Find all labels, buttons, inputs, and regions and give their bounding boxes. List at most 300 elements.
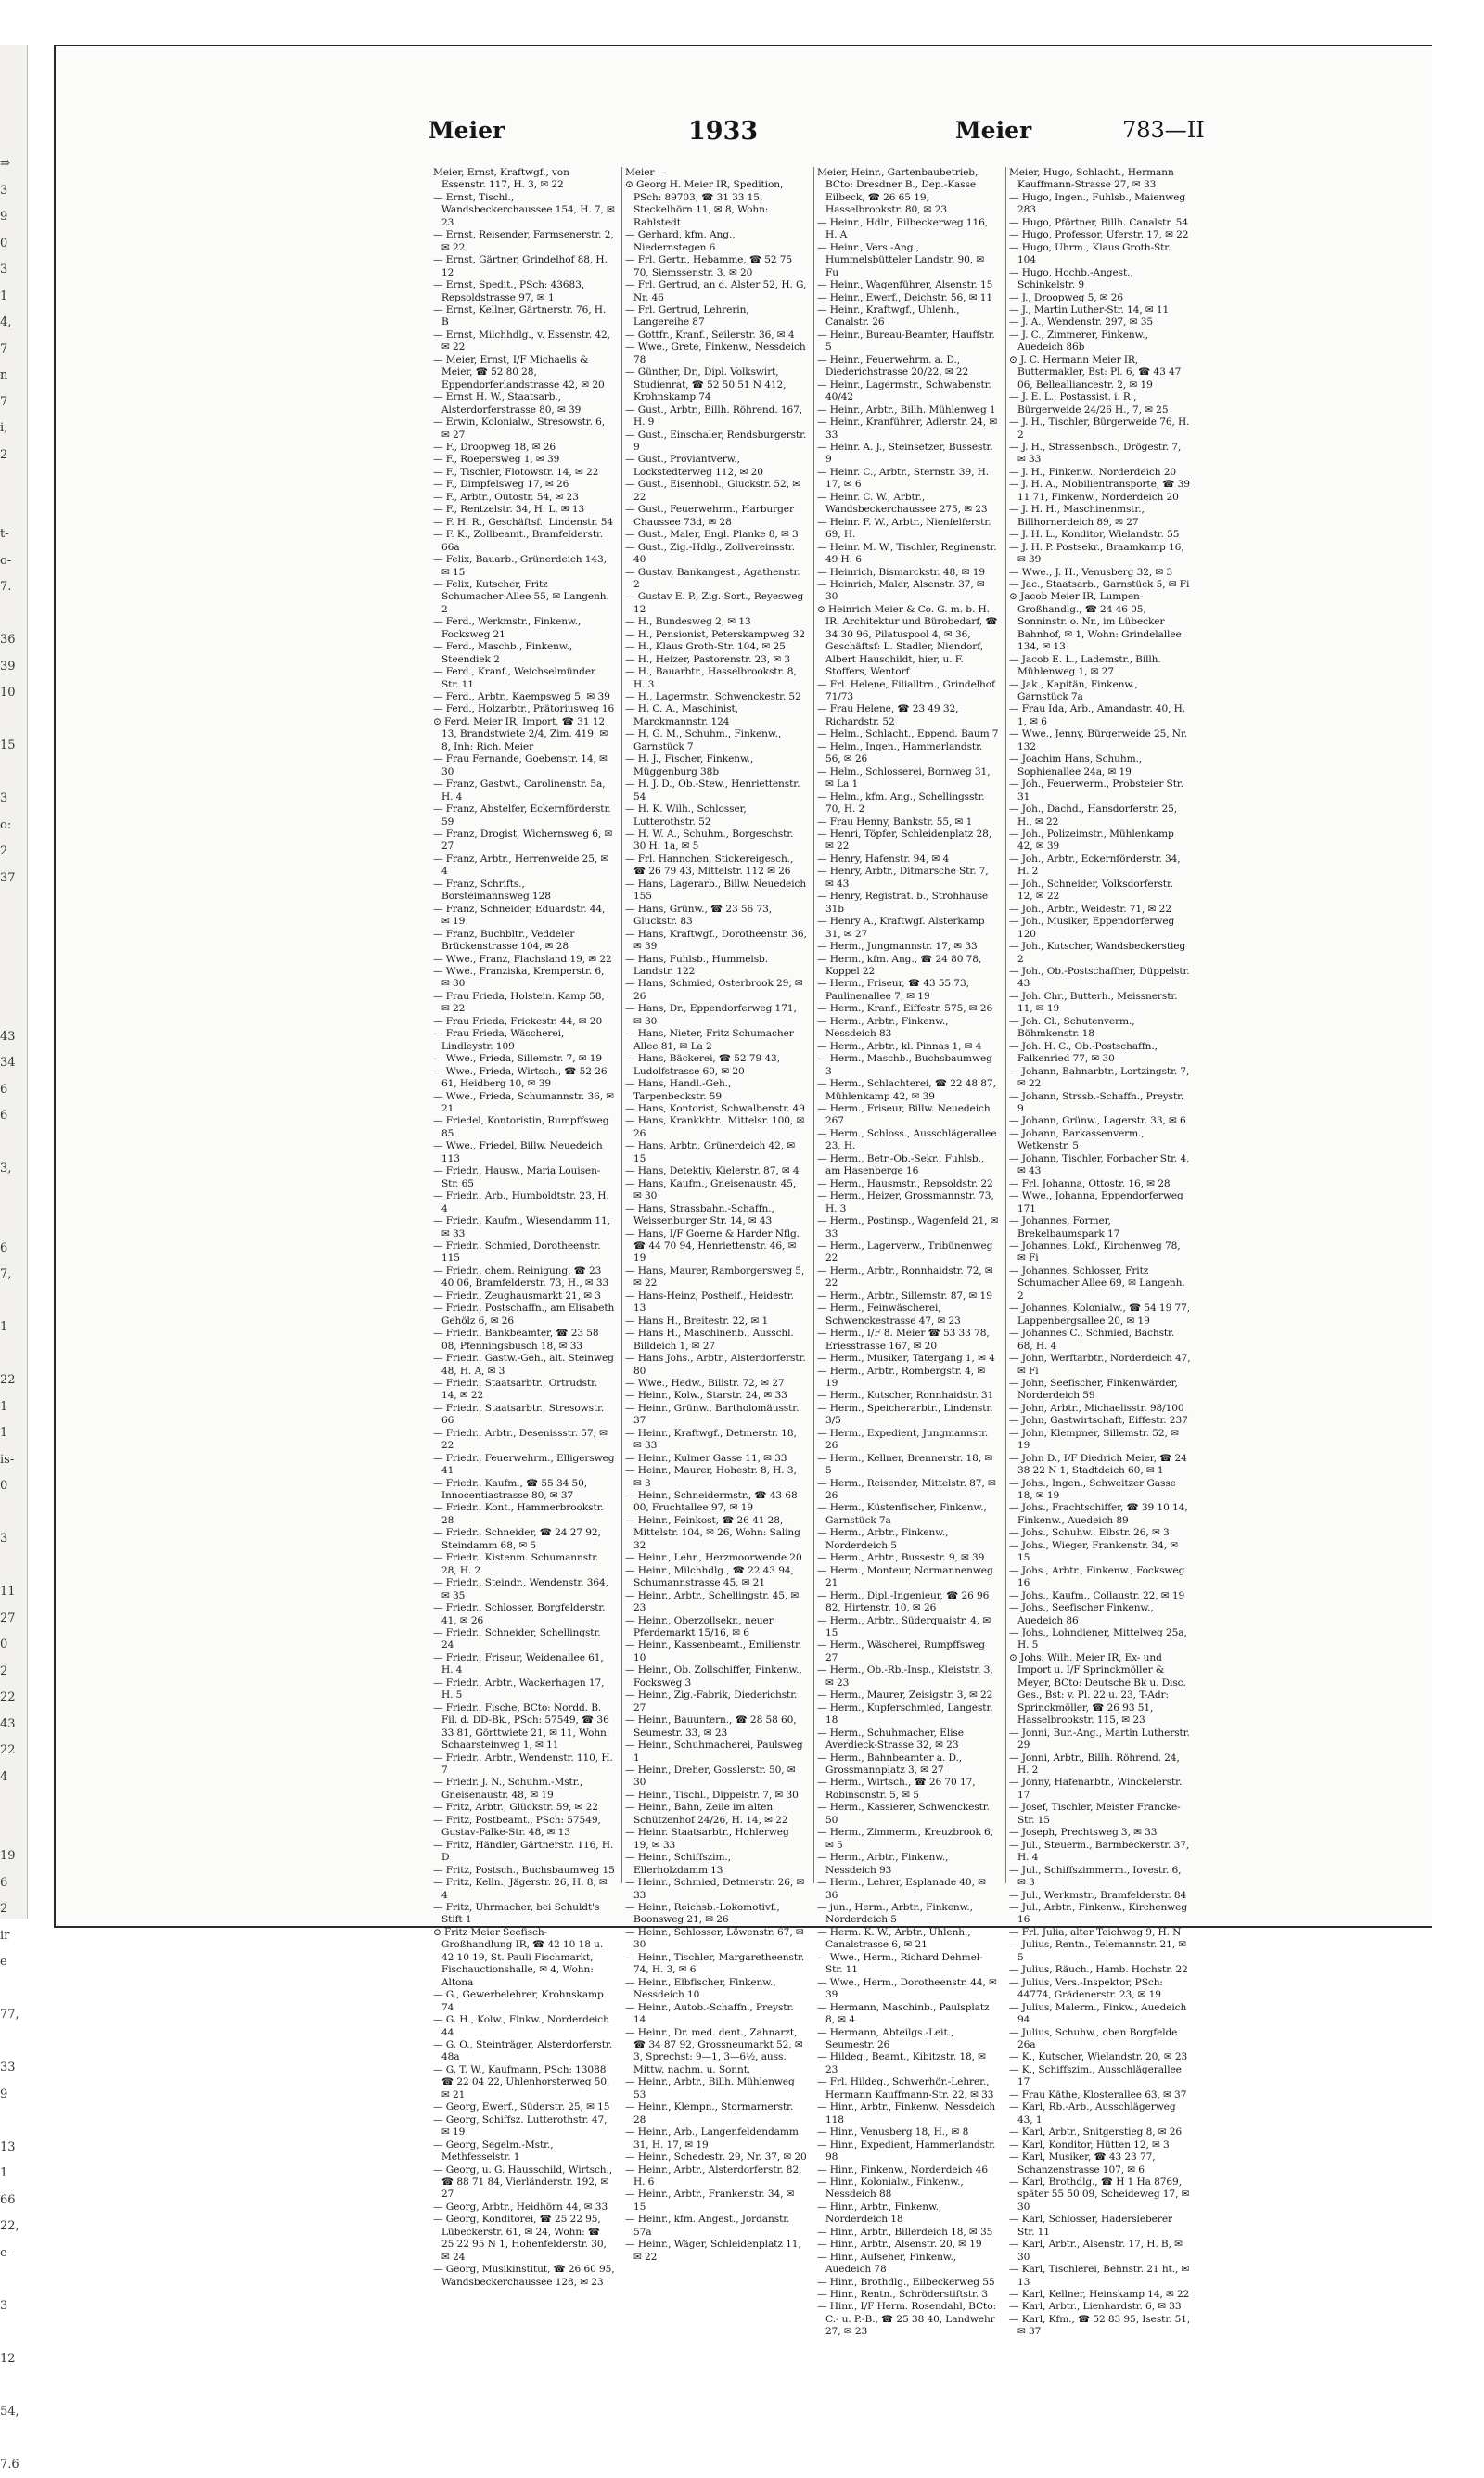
previous-page-fragment: 22 [0, 1367, 27, 1394]
previous-page-fragment: n [0, 363, 27, 390]
directory-entry: — Karl, Brothdlg., ☎ H 1 Ha 8769, später 55 50 09, Scheideweg 17, ✉ 30 [1009, 2176, 1191, 2214]
previous-page-fragment: 6 [0, 1870, 27, 1897]
directory-entry: — Joseph, Prechtsweg 3, ✉ 33 [1009, 1827, 1191, 1839]
directory-entry: — Friedr., Arbtr., Wackerhagen 17, H. 5 [433, 1677, 615, 1702]
directory-entry: — Friedr., Bankbeamter, ☎ 23 58 08, Pfenningsbusch 18, ✉ 33 [433, 1328, 615, 1353]
directory-entry: — K., Kutscher, Wielandstr. 20, ✉ 23 [1009, 2051, 1191, 2063]
directory-entry: — Herm., Schloss., Ausschlägerallee 23, H. [817, 1128, 999, 1153]
directory-entry: — Ferd., Arbtr., Kaempsweg 5, ✉ 39 [433, 691, 615, 703]
directory-entry: — Heinr., Bureau-Beamter, Hauffstr. 5 [817, 329, 999, 354]
directory-entry: — Friedr., Steindr., Wendenstr. 364, ✉ 35 [433, 1577, 615, 1602]
previous-page-fragment: 4 [0, 1765, 27, 1791]
page-top-edge [56, 45, 1432, 46]
directory-entry: — Johs., Arbtr., Finkenw., Focksweg 16 [1009, 1565, 1191, 1590]
directory-entry: — Heinr., Milchhdlg., ☎ 22 43 94, Schumannstrasse 45, ✉ 21 [625, 1565, 807, 1590]
directory-entry: — Friedr., Zeughausmarkt 21, ✉ 3 [433, 1290, 615, 1303]
directory-entry: — Heinrich, Maler, Alsenstr. 37, ✉ 30 [817, 579, 999, 604]
previous-page-fragment: 4, [0, 310, 27, 337]
header-right-name: Meier [955, 117, 1031, 144]
directory-entry: — H., Bauarbtr., Hasselbrookstr. 8, H. 3 [625, 666, 807, 691]
directory-entry: — Hans, I/F Goerne & Harder Nflg. ☎ 44 70 94, Henriettenstr. 46, ✉ 19 [625, 1228, 807, 1265]
previous-page-fragment [0, 2108, 27, 2135]
directory-entry: — Hinr., Arbtr., Alsenstr. 20, ✉ 19 [817, 2239, 999, 2251]
directory-entry: — Hugo, Professor, Uferstr. 17, ✉ 22 [1009, 229, 1191, 241]
directory-entry: — Johannes, Lokf., Kirchenweg 78, ✉ Fi [1009, 1240, 1191, 1265]
directory-entry: — Georg, Ewerf., Süderstr. 25, ✉ 15 [433, 2101, 615, 2113]
directory-entry: — Heinr., Feuerwehrm. a. D., Diederichstrasse 20/22, ✉ 22 [817, 354, 999, 379]
directory-entry: — Heinr., Elbfischer, Finkenw., Nessdeich 10 [625, 1977, 807, 2002]
directory-entry: — Joh., Feuerwerm., Probsteier Str. 31 [1009, 778, 1191, 803]
directory-entry: — Herm., Wäscherei, Rumpffsweg 27 [817, 1639, 999, 1664]
previous-page-fragment: 27 [0, 1606, 27, 1633]
directory-entry: — Herm., Friseur, ☎ 43 55 73, Paulinenallee 7, ✉ 19 [817, 978, 999, 1003]
directory-entry: — Herm., Arbtr., Finkenw., Nessdeich 83 [817, 1016, 999, 1041]
directory-entry: — Gustav, Bankangest., Agathenstr. 2 [625, 567, 807, 592]
directory-entry: — Friedr., Staatsarbtr., Ortrudstr. 14, ✉ 22 [433, 1378, 615, 1403]
directory-entry: — Herm., Speicherarbtr., Lindenstr. 3/5 [817, 1403, 999, 1428]
directory-entry: — Julius, Schuhw., oben Borgfelde 26a [1009, 2027, 1191, 2052]
directory-entry: — J. H., Strassenbsch., Drögestr. 7, ✉ 33 [1009, 442, 1191, 467]
directory-entry: — Joh., Polizeimstr., Mühlenkamp 42, ✉ 39 [1009, 828, 1191, 854]
previous-page-fragment: 37 [0, 866, 27, 892]
directory-entry: — H. J., Fischer, Finkenw., Müggenburg 38b [625, 753, 807, 778]
directory-entry: — Herm., Hausmstr., Repsoldstr. 22 [817, 1178, 999, 1190]
directory-entry: — K., Schiffszim., Ausschlägerallee 17 [1009, 2064, 1191, 2089]
previous-page-fragment: 54, [0, 2399, 27, 2426]
directory-entry: — Johann, Bahnarbtr., Lortzingstr. 7, ✉ 22 [1009, 1066, 1191, 1091]
directory-entry: — Joh. H. C., Ob.-Postschaffn., Falkenried 77, ✉ 30 [1009, 1041, 1191, 1066]
directory-entry: — Fritz, Händler, Gärtnerstr. 116, H. D [433, 1840, 615, 1865]
directory-entry: — Fritz, Arbtr., Glückstr. 59, ✉ 22 [433, 1802, 615, 1814]
directory-entry: — Herm., Arbtr., kl. Pinnas 1, ✉ 4 [817, 1041, 999, 1053]
previous-page-fragment: 19 [0, 1843, 27, 1870]
previous-page-fragment: 22 [0, 1738, 27, 1765]
directory-entry: — Heinr., Feinkost, ☎ 26 41 28, Mittelstr. 104, ✉ 26, Wohn: Saling 32 [625, 1515, 807, 1552]
directory-entry: — Karl, Konditor, Hütten 12, ✉ 3 [1009, 2139, 1191, 2151]
directory-entry: — Frau Ida, Arb., Amandastr. 40, H. 1, ✉ 6 [1009, 703, 1191, 728]
previous-page-fragment [0, 601, 27, 628]
previous-page-fragment [0, 1817, 27, 1844]
previous-page-fragment: 1 [0, 1394, 27, 1421]
directory-entry: — Herm., I/F 8. Meier ☎ 53 33 78, Eriesstrasse 167, ✉ 20 [817, 1328, 999, 1353]
directory-entry: — Franz, Arbtr., Herrenweide 25, ✉ 4 [433, 854, 615, 879]
directory-entry: — Heinr., Ewerf., Deichstr. 56, ✉ 11 [817, 292, 999, 304]
directory-entry: — Hinr., Finkenw., Norderdeich 46 [817, 2164, 999, 2176]
directory-entry: — Georg, Musikinstitut, ☎ 26 60 95, Wandsbeckerchaussee 128, ✉ 23 [433, 2264, 615, 2289]
directory-entry: — Johannes C., Schmied, Bachstr. 68, H. 4 [1009, 1328, 1191, 1353]
previous-page-fragment [0, 495, 27, 522]
directory-entry: — Hans, Lagerarb., Billw. Neuedeich 155 [625, 879, 807, 904]
previous-page-fragment: t- [0, 521, 27, 548]
directory-entry: — Ferd., Holzarbtr., Prätoriusweg 16 [433, 703, 615, 715]
directory-entry: — Heinr., Arbtr., Alsterdorferstr. 82, H. 6 [625, 2164, 807, 2189]
directory-entry: — Frau Frieda, Frickestr. 44, ✉ 20 [433, 1016, 615, 1028]
directory-entry: Meier, Heinr., Gartenbaubetrieb, BCto: Dresdner B., Dep.-Kasse Eilbeck, ☎ 26 65 19, Hasselbrookstr. 80, ✉ 23 [817, 167, 999, 217]
previous-page-fragment [0, 918, 27, 945]
directory-entry: — H., Heizer, Pastorenstr. 23, ✉ 3 [625, 654, 807, 666]
directory-entry: — Heinr. M. W., Tischler, Reginenstr. 49 H. 6 [817, 542, 999, 567]
directory-entry: — H. W. A., Schuhm., Borgeschstr. 30 H. 1a, ✉ 5 [625, 828, 807, 854]
previous-page-fragment: 9 [0, 2082, 27, 2109]
previous-page-fragment: 11 [0, 1579, 27, 1606]
directory-entry: — Herm., Heizer, Grossmannstr. 73, H. 3 [817, 1190, 999, 1215]
directory-entry: — Heinr., Dr. med. dent., Zahnarzt, ☎ 34 87 92, Grossneumarkt 52, ✉ 3, Sprechst: 9—1, 3—6½, auss. Mittw. nachm. u. Sonnt. [625, 2027, 807, 2077]
directory-entry: — Heinr., Wagenführer, Alsenstr. 15 [817, 279, 999, 291]
directory-entry: — Hans, Fuhlsb., Hummelsb. Landstr. 122 [625, 954, 807, 979]
directory-entry: — Gust., Arbtr., Billh. Röhrend. 167, H. 9 [625, 404, 807, 430]
directory-entry: — Ferd., Werkmstr., Finkenw., Focksweg 21 [433, 616, 615, 641]
directory-entry: — Frau Käthe, Klosterallee 63, ✉ 37 [1009, 2089, 1191, 2101]
previous-page-fragment: 7, [0, 1262, 27, 1289]
directory-entry: — Heinr., Schneidermstr., ☎ 43 68 00, Fruchtallee 97, ✉ 19 [625, 1490, 807, 1515]
directory-entry: — Wwe., Hedw., Billstr. 72, ✉ 27 [625, 1378, 807, 1390]
directory-entry: — Johs., Ingen., Schweitzer Gasse 18, ✉ 19 [1009, 1478, 1191, 1503]
directory-entry: — Josef, Tischler, Meister Francke-Str. 15 [1009, 1802, 1191, 1827]
previous-page-fragment: 22, [0, 2214, 27, 2240]
directory-entry: — H. G. M., Schuhm., Finkenw., Garnstück 7 [625, 728, 807, 753]
previous-page-fragment [0, 997, 27, 1024]
directory-entry: — Heinr., Arbtr., Billh. Mühlenweg 53 [625, 2076, 807, 2101]
directory-entry: — Frl. Gertrud, an d. Alster 52, H. G, Nr. 46 [625, 279, 807, 304]
directory-entry: — Hans, Kontorist, Schwalbenstr. 49 [625, 1103, 807, 1115]
directory-entry: — Friedel, Kontoristin, Rumpffsweg 85 [433, 1115, 615, 1140]
directory-entry: — Frl. Johanna, Ottostr. 16, ✉ 28 [1009, 1178, 1191, 1190]
previous-page-fragment [0, 1342, 27, 1368]
directory-entry: — Gottfr., Kranf., Seilerstr. 36, ✉ 4 [625, 329, 807, 341]
directory-entry: — H. C. A., Maschinist, Marckmannstr. 124 [625, 703, 807, 728]
directory-entry: — Karl, Kellner, Heinskamp 14, ✉ 22 [1009, 2289, 1191, 2301]
directory-entry: — Hinr., Aufseher, Finkenw., Auedeich 78 [817, 2252, 999, 2277]
directory-entry: — Heinr., Arbtr., Schellingstr. 45, ✉ 23 [625, 1590, 807, 1615]
directory-entry: — Ernst, Kellner, Gärtnerstr. 76, H. B [433, 304, 615, 329]
directory-entry: — Heinr., Zig.-Fabrik, Diederichstr. 27 [625, 1689, 807, 1714]
directory-entry: — Herm., Postinsp., Wagenfeld 21, ✉ 33 [817, 1215, 999, 1240]
previous-page-fragment: 3 [0, 178, 27, 205]
directory-entry: — J. H., Finkenw., Norderdeich 20 [1009, 467, 1191, 479]
directory-entry: — Heinr., Tischler, Margaretheenstr. 74, H. 3, ✉ 6 [625, 1952, 807, 1977]
directory-entry: Meier, Hugo, Schlacht., Hermann Kauffmann-Strasse 27, ✉ 33 [1009, 167, 1191, 192]
previous-page-fragment: 3 [0, 1526, 27, 1553]
directory-entry: — Karl, Arbtr., Lienhardstr. 6, ✉ 33 [1009, 2301, 1191, 2313]
directory-entry: — Heinr., Schuhmacherei, Paulsweg 1 [625, 1740, 807, 1765]
directory-entry: — Jacob E. L., Lademstr., Billh. Mühlenweg 1, ✉ 27 [1009, 654, 1191, 679]
directory-entry: — Heinr., Kolw., Starstr. 24, ✉ 33 [625, 1390, 807, 1402]
directory-entry: — Heinr., Grünw., Bartholomäusstr. 37 [625, 1403, 807, 1428]
directory-entry: — Johs., Schuhw., Elbstr. 26, ✉ 3 [1009, 1527, 1191, 1539]
directory-entry: — Hans, Grünw., ☎ 23 56 73, Gluckstr. 83 [625, 904, 807, 929]
directory-entry: — Hinr., Expedient, Hammerlandstr. 98 [817, 2139, 999, 2164]
directory-entry: — Hinr., Venusberg 18, H., ✉ 8 [817, 2126, 999, 2138]
directory-entry: — J. A., Wendenstr. 297, ✉ 35 [1009, 316, 1191, 328]
directory-entry: — Franz, Buchbltr., Veddeler Brückenstrasse 104, ✉ 28 [433, 929, 615, 954]
directory-entry: — H., Bundesweg 2, ✉ 13 [625, 616, 807, 628]
directory-entry: — Hinr., Rentn., Schröderstiftstr. 3 [817, 2289, 999, 2301]
previous-page-fragment [0, 1183, 27, 1210]
directory-entry: — Heinr., Lagermstr., Schwabenstr. 40/42 [817, 379, 999, 404]
directory-entry: — Günther, Dr., Dipl. Volkswirt, Studienrat, ☎ 52 50 51 N 412, Krohnskamp 74 [625, 366, 807, 404]
directory-entry: — Jak., Kapitän, Finkenw., Garnstück 7a [1009, 679, 1191, 704]
directory-entry: — Karl, Arbtr., Alsenstr. 17, H. B, ✉ 30 [1009, 2239, 1191, 2264]
directory-entry: ⊙ Ferd. Meier IR, Import, ☎ 31 12 13, Brandstwiete 2/4, Zim. 419, ✉ 8, Inh: Rich. Meier [433, 716, 615, 753]
directory-entry: — Friedr., Schneider, Schellingstr. 24 [433, 1627, 615, 1652]
previous-page-fragment [0, 707, 27, 734]
directory-entry: — Ernst, Tischl., Wandsbeckerchaussee 154, H. 7, ✉ 23 [433, 192, 615, 229]
directory-entry: — Ferd., Kranf., Weichselmünder Str. 11 [433, 666, 615, 691]
directory-entry: — Franz, Schrifts., Borsteimannsweg 128 [433, 879, 615, 904]
directory-entry: — Herm., Lagerverw., Tribünenweg 22 [817, 1240, 999, 1265]
directory-entry: — G. O., Steinträger, Alsterdorferstr. 48a [433, 2039, 615, 2064]
directory-entry: — F., Droopweg 18, ✉ 26 [433, 442, 615, 454]
directory-column-3 [817, 167, 999, 1883]
directory-entry: — Herm. K. W., Arbtr., Uhlenh., Canalstrasse 6, ✉ 21 [817, 1927, 999, 1952]
directory-entry: — Jul., Arbtr., Finkenw., Kirchenweg 16 [1009, 1902, 1191, 1927]
directory-entry: — Ernst, Gärtner, Grindelhof 88, H. 12 [433, 254, 615, 279]
directory-entry: — Friedr., Kistenm. Schumannstr. 28, H. 2 [433, 1552, 615, 1577]
directory-entry: — Heinr., Reichsb.-Lokomotivf., Boonsweg 21, ✉ 26 [625, 1902, 807, 1927]
directory-entry: — Frl. Helene, Filialltrn., Grindelhof 71/73 [817, 679, 999, 704]
directory-entry: — Heinr., Arbtr., Billh. Mühlenweg 1 [817, 404, 999, 417]
directory-entry: — Hans, Arbtr., Grünerdeich 42, ✉ 15 [625, 1140, 807, 1165]
directory-entry: — F., Roepersweg 1, ✉ 39 [433, 454, 615, 466]
directory-entry: — Frau Fernande, Goebenstr. 14, ✉ 30 [433, 753, 615, 778]
directory-entry: — Erwin, Kolonialw., Stresowstr. 6, ✉ 27 [433, 417, 615, 442]
directory-page [54, 45, 1432, 1928]
directory-entry: — Johann, Strssb.-Schaffn., Preystr. 9 [1009, 1091, 1191, 1116]
directory-entry: — Julius, Malerm., Finkw., Auedeich 94 [1009, 2002, 1191, 2027]
directory-entry: — Heinr., Kraftwgf., Uhlenh., Canalstr. 26 [817, 304, 999, 329]
directory-entry: — J., Martin Luther-Str. 14, ✉ 11 [1009, 304, 1191, 316]
directory-entry: — Hugo, Ingen., Fuhlsb., Maienweg 283 [1009, 192, 1191, 217]
directory-entry: — Heinr., Hdlr., Eilbeckerweg 116, H. A [817, 217, 999, 242]
directory-entry: — Karl, Arbtr., Snitgerstieg 8, ✉ 26 [1009, 2126, 1191, 2138]
directory-entry: — Heinr., Bauuntern., ☎ 28 58 60, Seumestr. 33, ✉ 23 [625, 1714, 807, 1740]
directory-entry: — Heinr., Wäger, Schleidenplatz 11, ✉ 22 [625, 2239, 807, 2264]
directory-entry: — Gust., Maler, Engl. Planke 8, ✉ 3 [625, 529, 807, 541]
directory-entry: Meier, Ernst, Kraftwgf., von Essenstr. 117, H. 3, ✉ 22 [433, 167, 615, 192]
directory-entry: — Heinr., Kulmer Gasse 11, ✉ 33 [625, 1453, 807, 1465]
directory-entry: — Friedr., Staatsarbtr., Stresowstr. 66 [433, 1403, 615, 1428]
previous-page-fragment: 7 [0, 337, 27, 364]
directory-entry: — Helm., Ingen., Hammerlandstr. 56, ✉ 26 [817, 741, 999, 766]
previous-page-fragment: 0 [0, 231, 27, 258]
directory-entry: — H., Lagermstr., Schwenckestr. 52 [625, 691, 807, 703]
directory-entry: — John D., I/F Diedrich Meier, ☎ 24 38 22 N 1, Stadtdeich 60, ✉ 1 [1009, 1453, 1191, 1478]
directory-entry: — Hinr., Arbtr., Finkenw., Nessdeich 118 [817, 2101, 999, 2126]
directory-entry: — Friedr., Kaufm., ☎ 55 34 50, Innocentiastrasse 80, ✉ 37 [433, 1478, 615, 1503]
column-divider [1005, 167, 1006, 1883]
previous-page-fragment [0, 760, 27, 787]
directory-entry: — Franz, Gastwt., Carolinenstr. 5a, H. 4 [433, 778, 615, 803]
directory-entry: — Hugo, Uhrm., Klaus Groth-Str. 104 [1009, 242, 1191, 267]
directory-entry: — Heinr., Oberzollsekr., neuer Pferdemarkt 15/16, ✉ 6 [625, 1615, 807, 1640]
directory-entry: — Johann, Grünw., Lagerstr. 33, ✉ 6 [1009, 1115, 1191, 1127]
previous-page-fragment: 1 [0, 1315, 27, 1342]
directory-entry: — Herm., Arbtr., Süderquaistr. 4, ✉ 15 [817, 1615, 999, 1640]
directory-entry: — Heinr., Kraftwgf., Detmerstr. 18, ✉ 33 [625, 1428, 807, 1453]
directory-entry: ⊙ Heinrich Meier & Co. G. m. b. H. IR, Architektur und Bürobedarf, ☎ 34 30 96, Pilatuspool 4, ✉ 36, Geschäftsf: L. Stadler, Niendorf, Albert Hauschildt, hier, u. F. Stoffers, Wentorf [817, 604, 999, 679]
directory-entry: — Henry A., Kraftwgf. Alsterkamp 31, ✉ 27 [817, 916, 999, 941]
previous-page-fragment: 7 [0, 390, 27, 417]
directory-entry: — Ernst, Spedit., PSch: 43683, Repsoldstrasse 97, ✉ 1 [433, 279, 615, 304]
previous-page-fragment: 6 [0, 1236, 27, 1263]
directory-entry: — Heinr. C., Arbtr., Sternstr. 39, H. 17, ✉ 6 [817, 467, 999, 492]
previous-page-fragment [0, 2372, 27, 2399]
directory-entry: — Heinr., Maurer, Hohestr. 8, H. 3, ✉ 3 [625, 1465, 807, 1490]
directory-entry: — Friedr., Kaufm., Wiesendamm 11, ✉ 33 [433, 1215, 615, 1240]
directory-entry: — Friedr., Schneider, ☎ 24 27 92, Steindamm 68, ✉ 5 [433, 1527, 615, 1552]
previous-page-fragment: 3 [0, 257, 27, 284]
directory-entry: — Heinr. F. W., Arbtr., Nienfelferstr. 69, H. [817, 517, 999, 542]
directory-entry: — Gust., Einschaler, Rendsburgerstr. 9 [625, 430, 807, 455]
directory-entry: — Joachim Hans, Schuhm., Sophienallee 24a, ✉ 19 [1009, 753, 1191, 778]
page-number: 783—II [1122, 117, 1205, 143]
previous-page-fragment: 12 [0, 2346, 27, 2373]
directory-entry: — Hugo, Hochb.-Angest., Schinkelstr. 9 [1009, 267, 1191, 292]
directory-entry: — Gust., Feuerwehrm., Harburger Chaussee 73d, ✉ 28 [625, 504, 807, 529]
directory-entry: — John, Gastwirtschaft, Eiffestr. 237 [1009, 1415, 1191, 1427]
previous-page-fragment: 34 [0, 1050, 27, 1077]
directory-entry: — Herm., Lehrer, Esplanade 40, ✉ 36 [817, 1877, 999, 1902]
directory-entry: — Herm., Arbtr., Sillemstr. 87, ✉ 19 [817, 1290, 999, 1303]
directory-entry: — Ernst, Reisender, Farmsenerstr. 2, ✉ 22 [433, 229, 615, 254]
directory-entry: — G. T. W., Kaufmann, PSch: 13088 ☎ 22 04 22, Uhlenhorsterweg 50, ✉ 21 [433, 2064, 615, 2101]
directory-entry: — Heinr., Schiffszim., Ellerholzdamm 13 [625, 1852, 807, 1877]
directory-entry: — Friedr., Fische, BCto: Nordd. B. Fil. d. DD-Bk., PSch: 57549, ☎ 36 33 81, Görttwiete 21, ✉ 11, Wohn: Schaarsteinweg 1, ✉ 11 [433, 1702, 615, 1753]
directory-entry: — Herm., Ob.-Rb.-Insp., Kleiststr. 3, ✉ 23 [817, 1664, 999, 1689]
directory-entry: — J. H. P. Postsekr., Braamkamp 16, ✉ 39 [1009, 542, 1191, 567]
directory-entry: — Helm., Schlosserei, Bornweg 31, ✉ La 1 [817, 766, 999, 791]
directory-entry: — Herm., Kupferschmied, Langestr. 18 [817, 1702, 999, 1727]
directory-entry: — Herm., Musiker, Tatergang 1, ✉ 4 [817, 1353, 999, 1365]
directory-entry: — Herm., Zimmerm., Kreuzbrook 6, ✉ 5 [817, 1827, 999, 1852]
previous-page-fragment [0, 1209, 27, 1236]
directory-entry: — Heinr., kfm. Angest., Jordanstr. 57a [625, 2214, 807, 2239]
directory-entry: — Hans, Nieter, Fritz Schumacher Allee 81, ✉ La 2 [625, 1028, 807, 1053]
directory-entry: — Herm., Arbtr., Bussestr. 9, ✉ 39 [817, 1552, 999, 1564]
directory-column-4 [1009, 167, 1191, 1883]
previous-page-fragment: 2 [0, 1659, 27, 1686]
directory-entry: — Heinr., Lehr., Herzmoorwende 20 [625, 1552, 807, 1564]
directory-entry: — Herm., Feinwäscherei, Schwenckestrasse 47, ✉ 23 [817, 1303, 999, 1328]
directory-entry: — Wwe., Frieda, Sillemstr. 7, ✉ 19 [433, 1053, 615, 1065]
directory-entry: — Heinr., Arb., Langenfeldendamm 31, H. 17, ✉ 19 [625, 2126, 807, 2151]
directory-entry: — Ernst, Milchhdlg., v. Essenstr. 42, ✉ 22 [433, 329, 615, 354]
directory-entry: — Herm., Jungmannstr. 17, ✉ 33 [817, 941, 999, 953]
previous-page-fragment: 2 [0, 839, 27, 866]
directory-entry: — Herm., Arbtr., Rombergstr. 4, ✉ 19 [817, 1366, 999, 1391]
directory-entry: — Georg, Arbtr., Heidhörn 44, ✉ 33 [433, 2202, 615, 2214]
directory-entry: — Frl. Julia, alter Teichweg 9, H. N [1009, 1927, 1191, 1939]
directory-entry: — Heinr. A. J., Steinsetzer, Bussestr. 9 [817, 442, 999, 467]
directory-entry: — Heinr., Schmied, Detmerstr. 26, ✉ 33 [625, 1877, 807, 1902]
directory-entry: — Herm., Monteur, Normannenweg 21 [817, 1565, 999, 1590]
directory-entry: — Friedr., Feuerwehrm., Elligersweg 41 [433, 1453, 615, 1478]
directory-entry: — Henry, Hafenstr. 94, ✉ 4 [817, 854, 999, 866]
directory-entry: — Meier, Ernst, I/F Michaelis & Meier, ☎ 52 80 28, Eppendorferlandstrasse 42, ✉ 20 [433, 354, 615, 392]
directory-entry: — Wwe., Jenny, Bürgerweide 25, Nr. 132 [1009, 728, 1191, 753]
directory-entry: — Frl. Gertr., Hebamme, ☎ 52 75 70, Siemssenstr. 3, ✉ 20 [625, 254, 807, 279]
directory-entry: — Wwe., Frieda, Schumannstr. 36, ✉ 21 [433, 1091, 615, 1116]
directory-entry: — Ernst H. W., Staatsarb., Alsterdorferstrasse 80, ✉ 39 [433, 392, 615, 417]
directory-entry: — Herm., Wirtsch., ☎ 26 70 17, Robinsonstr. 5, ✉ 5 [817, 1777, 999, 1802]
directory-entry: — Joh., Musiker, Eppendorferweg 120 [1009, 916, 1191, 941]
directory-entry: — Heinr., Ob. Zollschiffer, Finkenw., Focksweg 3 [625, 1664, 807, 1689]
directory-entry: — Herm., Arbtr., Finkenw., Nessdeich 93 [817, 1852, 999, 1877]
directory-entry: — Heinr., Arbtr., Frankenstr. 34, ✉ 15 [625, 2189, 807, 2214]
previous-page-fragment: is- [0, 1447, 27, 1474]
previous-page-fragment: 9 [0, 204, 27, 231]
directory-entry: — J. C., Zimmerer, Finkenw., Auedeich 86b [1009, 329, 1191, 354]
directory-entry: — Karl, Schlosser, Hadersleberer Str. 11 [1009, 2214, 1191, 2239]
directory-entry: — Julius, Rentn., Telemannstr. 21, ✉ 5 [1009, 1939, 1191, 1964]
directory-entry: — Frau Henny, Bankstr. 55, ✉ 1 [817, 816, 999, 828]
directory-entry: — Fritz, Postsch., Buchsbaumweg 15 [433, 1865, 615, 1877]
directory-entry: — Hugo, Pförtner, Billh. Canalstr. 54 [1009, 217, 1191, 229]
directory-entry: — Wwe., Johanna, Eppendorferweg 171 [1009, 1190, 1191, 1215]
directory-entry: — Heinr., Bahn, Zeile im alten Schützenhof 24/26, H. 14, ✉ 22 [625, 1802, 807, 1827]
directory-entry: ⊙ J. C. Hermann Meier IR, Buttermakler, Bst: Pl. 6, ☎ 43 47 06, Bellealliancestr. 2, ✉ 19 [1009, 354, 1191, 392]
previous-page-fragment [0, 2029, 27, 2056]
previous-page-fragment: o- [0, 548, 27, 575]
previous-page-fragment: 2 [0, 443, 27, 469]
directory-entry: — Jonni, Bur.-Ang., Martin Lutherstr. 29 [1009, 1727, 1191, 1753]
page-header [56, 117, 1432, 154]
directory-entry: — Fritz, Postbeamt., PSch: 57549, Gustav-Falke-Str. 48, ✉ 13 [433, 1815, 615, 1840]
directory-entry: — Helm., kfm. Ang., Schellingsstr. 70, H. 2 [817, 791, 999, 816]
directory-entry: — Gust., Zig.-Hdlg., Zollvereinsstr. 40 [625, 542, 807, 567]
directory-entry: — Jul., Werkmstr., Bramfelderstr. 84 [1009, 1890, 1191, 1902]
directory-entry: — Heinr., Kranführer, Adlerstr. 24, ✉ 33 [817, 417, 999, 442]
directory-entry: — Hinr., Arbtr., Billerdeich 18, ✉ 35 [817, 2227, 999, 2239]
previous-page-fragment: 1 [0, 1420, 27, 1447]
directory-entry: — Jonni, Arbtr., Billh. Röhrend. 24, H. 2 [1009, 1753, 1191, 1778]
directory-entry: — Jac., Staatsarb., Garnstück 5, ✉ Fi [1009, 579, 1191, 591]
previous-page-fragment: 36 [0, 627, 27, 654]
directory-entry: — John, Werftarbtr., Norderdeich 47, ✉ Fi [1009, 1353, 1191, 1378]
directory-entry: — Hans H., Maschinenb., Ausschl. Billdeich 1, ✉ 27 [625, 1328, 807, 1353]
directory-entry: — Karl, Tischlerei, Behnstr. 21 ht., ✉ 13 [1009, 2264, 1191, 2289]
directory-entry: — Julius, Räuch., Hamb. Hochstr. 22 [1009, 1964, 1191, 1976]
previous-page-fragment [0, 1976, 27, 2003]
previous-page-fragment: 7.6 [0, 2452, 27, 2478]
directory-entry: — Franz, Schneider, Eduardstr. 44, ✉ 19 [433, 904, 615, 929]
directory-entry: — Heinr. Staatsarbtr., Hohlerweg 19, ✉ 33 [625, 1827, 807, 1852]
directory-entry: — Friedr., Postschaffn., am Elisabeth Gehölz 6, ✉ 26 [433, 1303, 615, 1328]
directory-entry: — Friedr., Schmied, Dorotheenstr. 115 [433, 1240, 615, 1265]
directory-entry: — Henry, Registrat. b., Strohhause 31b [817, 891, 999, 916]
directory-entry: — John, Seefischer, Finkenwärder, Norderdeich 59 [1009, 1378, 1191, 1403]
previous-page-fragment: 10 [0, 680, 27, 707]
directory-entry: — Frl. Hildeg., Schwerhör.-Lehrer., Hermann Kauffmann-Str. 22, ✉ 33 [817, 2076, 999, 2101]
directory-entry: — Joh., Arbtr., Weidestr. 71, ✉ 22 [1009, 904, 1191, 916]
previous-page-fragment [0, 1289, 27, 1316]
directory-entry: — Joh., Schneider, Volksdorferstr. 12, ✉ 22 [1009, 879, 1191, 904]
directory-entry: — John, Klempner, Sillemstr. 52, ✉ 19 [1009, 1428, 1191, 1453]
directory-entry: — Heinr., Vers.-Ang., Hummelsbütteler Landstr. 90, ✉ Fu [817, 242, 999, 279]
directory-column-1 [433, 167, 615, 1883]
directory-entry: — Friedr., Schlosser, Borgfelderstr. 41, ✉ 26 [433, 1602, 615, 1627]
directory-entry: — Franz, Drogist, Wichernsweg 6, ✉ 27 [433, 828, 615, 854]
previous-page-fragment: 2 [0, 1896, 27, 1923]
directory-entry: — Friedr., Friseur, Weidenallee 61, H. 4 [433, 1652, 615, 1677]
directory-entry: — Joh., Kutscher, Wandsbeckerstieg 2 [1009, 941, 1191, 966]
directory-entry: — Herm., Kellner, Brennerstr. 18, ✉ 5 [817, 1453, 999, 1478]
directory-entry: — Heinrich, Bismarckstr. 48, ✉ 19 [817, 567, 999, 579]
directory-entry: — J. H., Tischler, Bürgerweide 76, H. 2 [1009, 417, 1191, 442]
directory-entry: — Fritz, Kelln., Jägerstr. 26, H. 8, ✉ 4 [433, 1877, 615, 1902]
directory-entry: — John, Arbtr., Michaelisstr. 98/100 [1009, 1403, 1191, 1415]
directory-entry: — Jul., Steuerm., Barmbeckerstr. 37, H. 4 [1009, 1840, 1191, 1865]
